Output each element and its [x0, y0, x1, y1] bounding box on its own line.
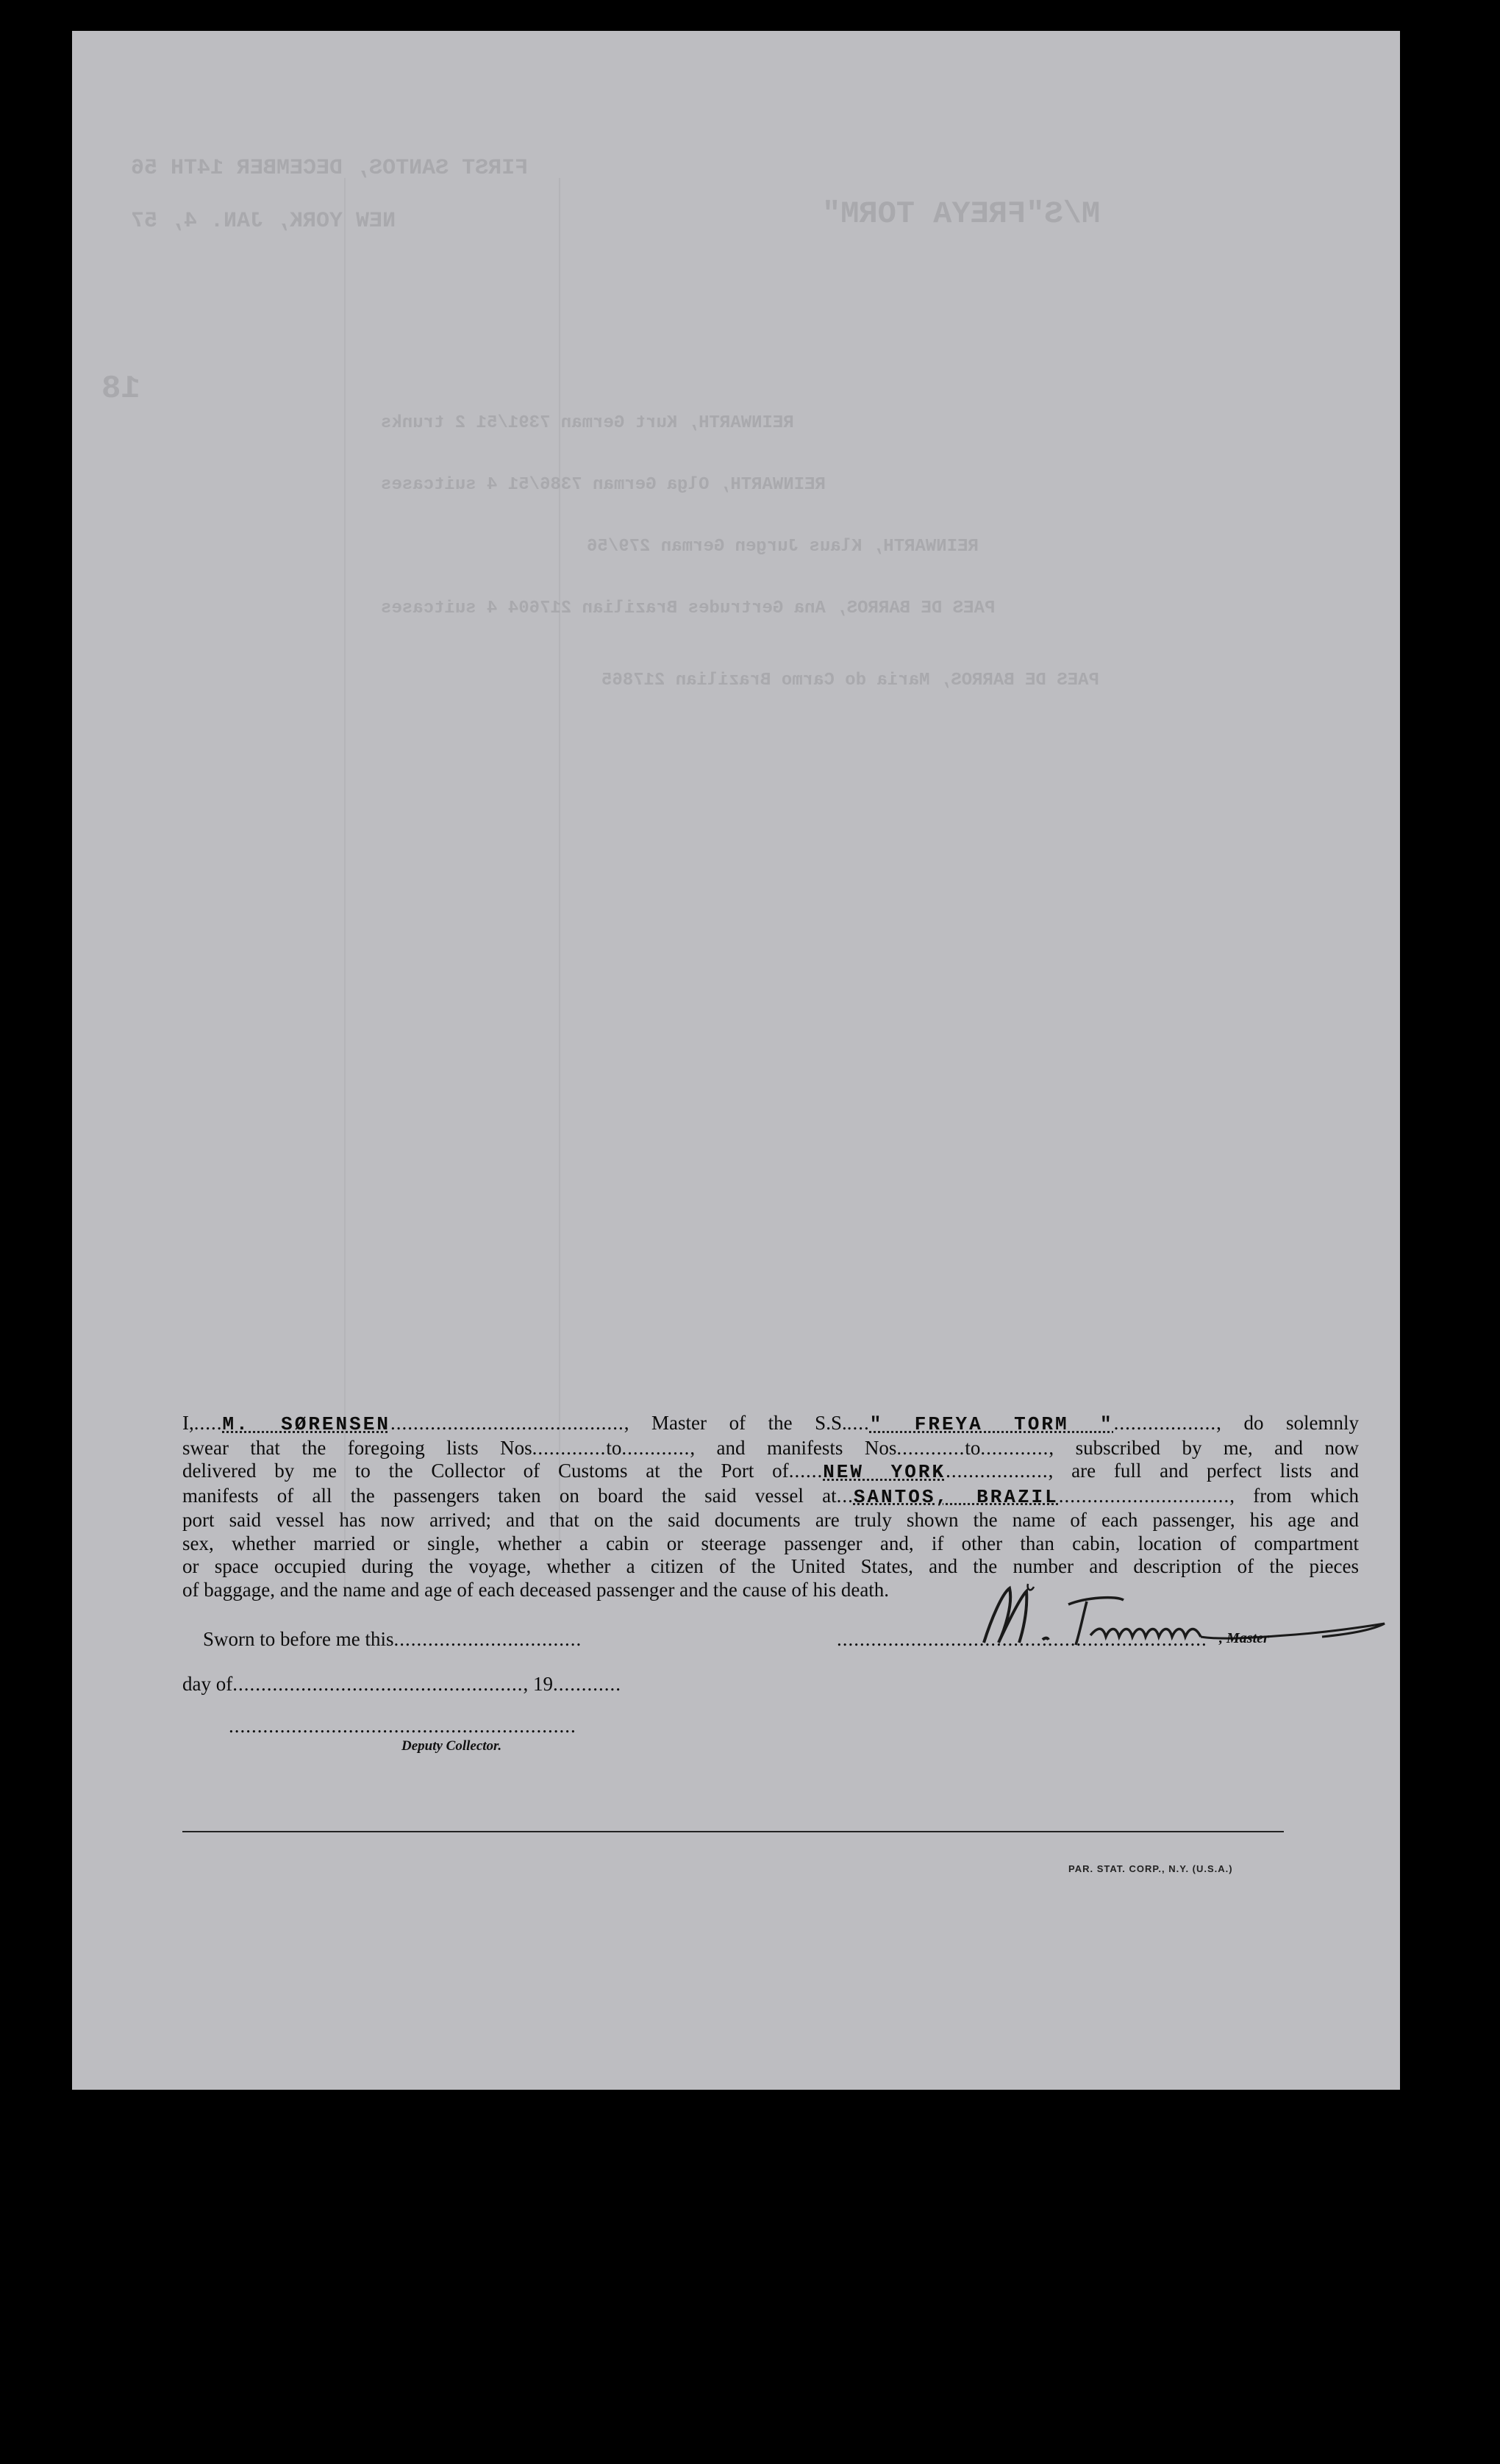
master-signature-line: ................................................................. [837, 1628, 1207, 1650]
manifests-all-label: manifests of all the passengers taken on board the said vessel at [182, 1484, 837, 1507]
footer-rule [182, 1831, 1284, 1832]
full-perfect-label: , are full and perfect lists and [1048, 1460, 1359, 1482]
oath-line-2: swear that the foregoing lists Nos.............to............, and manifests Nos............to............, subscribed by me, and now [182, 1436, 1359, 1459]
year-label: , 19 [523, 1673, 553, 1695]
column-rule [559, 178, 560, 1590]
master-oath-paragraph [182, 1412, 1359, 1601]
manifests-label: , and manifests Nos [690, 1436, 897, 1459]
bleed-through-page-number: 18 [101, 371, 140, 407]
oath-line-5: port said vessel has now arrived; and that on the said documents are truly shown the name of each passenger, his age and [182, 1509, 1359, 1531]
solemnly-label: , do solemnly [1216, 1412, 1360, 1434]
to-label: to [606, 1436, 622, 1459]
foregoing-lists-label: swear that the foregoing lists Nos [182, 1436, 532, 1459]
port-of-arrival: NEW YORK [823, 1461, 946, 1483]
oath-i-label: I, [182, 1412, 194, 1434]
sworn-label: Sworn to before me this [203, 1628, 394, 1650]
oath-line-7: or space occupied during the voyage, whether a citizen of the United States, and the number and description of the pieces [182, 1555, 1359, 1577]
manifest-page [72, 31, 1400, 2090]
oath-line-8: of baggage, and the name and age of each deceased passenger and the cause of his death. [182, 1578, 890, 1601]
oath-line-3: delivered by me to the Collector of Customs at the Port of......NEW YORK.................., are full and perfect lists and [182, 1460, 1359, 1483]
deputy-signature-line: ............................................................. [229, 1715, 576, 1737]
bleed-through-row: REINWARTH, Kurt German 7391/51 2 trunks [381, 413, 794, 433]
day-of-line: day of..................................................., 19............ [182, 1673, 621, 1695]
ship-name: " FREYA TORM " [869, 1413, 1114, 1435]
column-rule [344, 178, 346, 1590]
subscribed-label: , subscribed by me, and now [1049, 1436, 1359, 1459]
bleed-through-row: REINWARTH, Klaus Jurgen German 279/56 [587, 537, 979, 557]
bleed-through-row: REINWARTH, Olga German 7386/51 4 suitcases [381, 475, 826, 495]
oath-line-1: I,.....M. SØRENSEN........................................., Master of the S.S....." FREYA TORM ".................., do solemnly [182, 1412, 1360, 1435]
oath-line-4: manifests of all the passengers taken on board the said vessel at...SANTOS, BRAZIL.............................., from which [182, 1484, 1360, 1508]
port-of-departure: SANTOS, BRAZIL [853, 1485, 1059, 1508]
bleed-through-row: PAES DE BARROS, Ana Gertrudes Brazilian 217604 4 suitcases [381, 599, 996, 618]
deputy-collector-label: Deputy Collector. [401, 1738, 502, 1754]
to-label: to [965, 1436, 981, 1459]
delivered-label: delivered by me to the Collector of Customs at the Port of [182, 1460, 789, 1482]
master-name: M. SØRENSEN [222, 1413, 390, 1435]
bleed-through-header-1: FIRST SANTOS, DECEMBER 14TH 56 [131, 156, 529, 181]
day-of-label: day of [182, 1673, 233, 1695]
bleed-through-ship: M/S"FREYA TORM" [822, 196, 1101, 232]
bleed-through-row: PAES DE BARROS, Maria do Carmo Brazilian 217865 [601, 671, 1099, 690]
printer-mark: PAR. STAT. CORP., N.Y. (U.S.A.) [1068, 1863, 1233, 1874]
oath-line-6: sex, whether married or single, whether a cabin or steerage passenger and, if other than cabin, location of compartment [182, 1532, 1359, 1554]
bleed-through-header-2: NEW YORK, JAN. 4, 57 [131, 209, 396, 234]
master-label: , Master [1219, 1630, 1269, 1646]
master-signature [940, 1575, 1400, 1656]
sworn-before-me: Sworn to before me this................................. [203, 1628, 582, 1650]
master-of-label: , Master of the S.S. [624, 1412, 847, 1434]
from-which-label: , from which [1229, 1484, 1360, 1507]
